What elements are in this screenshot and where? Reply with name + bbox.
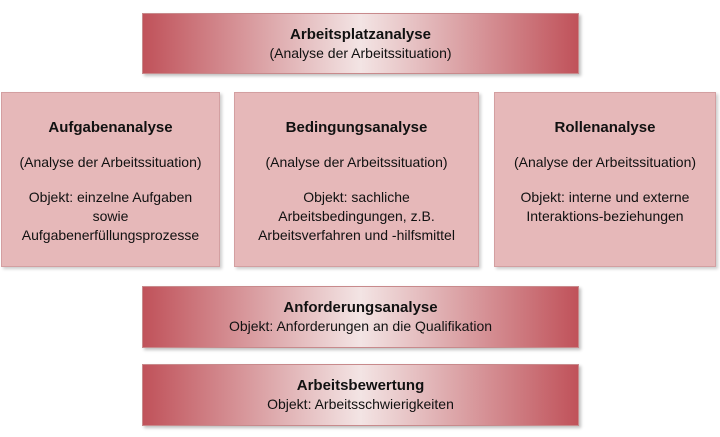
task-analysis-object-line: sowie [92, 208, 129, 224]
role-analysis-object-line: Interaktions-beziehungen [526, 208, 684, 224]
requirement-analysis-subtitle: Objekt: Anforderungen an die Qualifikation [228, 318, 493, 334]
condition-analysis-box [234, 92, 479, 267]
task-analysis-object-line: Aufgabenerfüllungsprozesse [21, 227, 200, 243]
condition-analysis-subtitle: (Analyse der Arbeitssituation) [265, 154, 448, 170]
condition-analysis-object-line: Objekt: sachliche [303, 189, 410, 205]
job-evaluation-bar [142, 364, 579, 426]
requirement-analysis-title: Anforderungsanalyse [283, 299, 438, 316]
role-analysis-object-line: Objekt: interne und externe [520, 189, 690, 205]
role-analysis-box [494, 92, 716, 267]
condition-analysis-object-line: Arbeitsbedingungen, z.B. [278, 208, 435, 224]
task-analysis-box [1, 92, 220, 267]
job-evaluation-subtitle: Objekt: Arbeitsschwierigkeiten [267, 396, 454, 412]
task-analysis-subtitle: (Analyse der Arbeitssituation) [19, 154, 202, 170]
workplace-analysis-bar [142, 13, 579, 74]
requirement-analysis-bar [142, 286, 579, 348]
job-evaluation-title: Arbeitsbewertung [296, 377, 425, 394]
task-analysis-object-line: Objekt: einzelne Aufgaben [28, 189, 193, 205]
role-analysis-subtitle: (Analyse der Arbeitssituation) [513, 154, 697, 170]
condition-analysis-object-line: Arbeitsverfahren und -hilfsmittel [258, 227, 455, 243]
task-analysis-title: Aufgabenanalyse [48, 119, 173, 136]
workplace-analysis-title: Arbeitsplatzanalyse [290, 25, 431, 43]
condition-analysis-title: Bedingungsanalyse [285, 119, 428, 136]
workplace-analysis-subtitle: (Analyse der Arbeitssituation) [269, 44, 452, 61]
role-analysis-title: Rollenanalyse [554, 119, 656, 136]
